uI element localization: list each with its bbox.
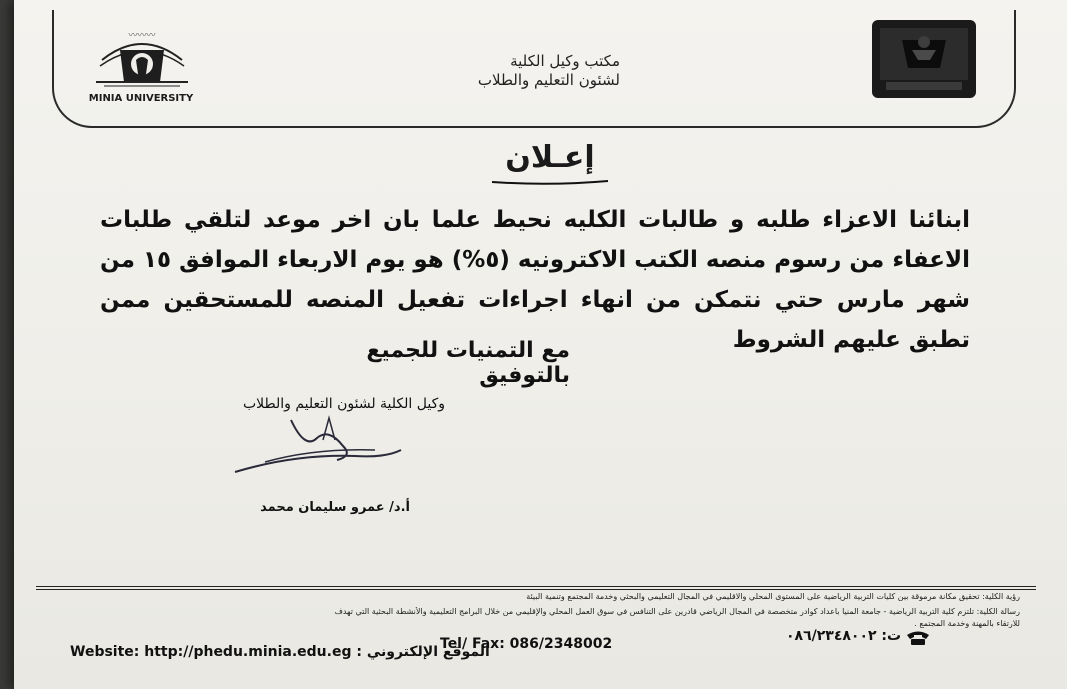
footer-divider-top bbox=[36, 586, 1036, 587]
college-mission: رسالة الكلية: تلتزم كلية التربية الرياضية - جامعة المنيا باعداد كوادر متخصصة في المجال الرياضي قادرين على التنافس في سوق العمل المحلي والإقليمي من خلال البرامج التعليمية والأنشطة البحثية التي تهدف bbox=[334, 607, 1020, 616]
announcement-title: إعـلان bbox=[505, 140, 595, 175]
office-line-2: لشئون التعليم والطلاب bbox=[477, 71, 620, 89]
college-vision: رؤية الكلية: تحقيق مكانة مرموقة بين كليات التربية الرياضية على المستوى المحلي والاقليمي في المجال التعليمي والبحثي وخدمة المجتمع وتنمية البيئة bbox=[526, 592, 1020, 601]
telephone-icon bbox=[905, 630, 931, 646]
svg-text:〰〰〰: 〰〰〰 bbox=[128, 31, 156, 41]
footer-divider-bottom bbox=[36, 589, 1036, 590]
university-name: MINIA UNIVERSITY bbox=[88, 93, 194, 104]
signatory-title: وكيل الكلية لشئون التعليم والطلاب bbox=[242, 396, 445, 412]
office-heading bbox=[410, 52, 620, 90]
office-line-1: مكتب وكيل الكلية bbox=[510, 52, 620, 70]
faculty-logo bbox=[872, 20, 976, 98]
website-text: Website: http://phedu.minia.edu.eg : الموقع الإلكتروني bbox=[70, 644, 490, 660]
title-underline bbox=[490, 178, 610, 186]
phone-number: ت: ٠٨٦/٢٣٤٨٠٠٢ bbox=[786, 628, 902, 644]
closing-line: مع التمنيات للجميع بالتوفيق bbox=[366, 338, 570, 388]
tel-fax-text: Tel/ Fax: 086/2348002 bbox=[440, 636, 613, 652]
signatory-name: أ.د/ عمرو سليمان محمد bbox=[260, 500, 410, 515]
handwritten-signature bbox=[225, 410, 405, 490]
college-mission-continued: للارتقاء بالمهنة وخدمة المجتمع . bbox=[914, 619, 1020, 628]
announcement-body: ابنائنا الاعزاء طلبه و طالبات الكليه نحيط علما بان اخر موعد لتلقي طلبات الاعفاء من رسوم منصه الكتب الاكترونيه (٥%) هو يوم الاربعاء الموافق ١٥ من شهر مارس حتي نتمكن من انهاء اجراءات تفعيل المنصه للمستحقين ممن تطبق عليهم الشروط bbox=[100, 207, 970, 353]
